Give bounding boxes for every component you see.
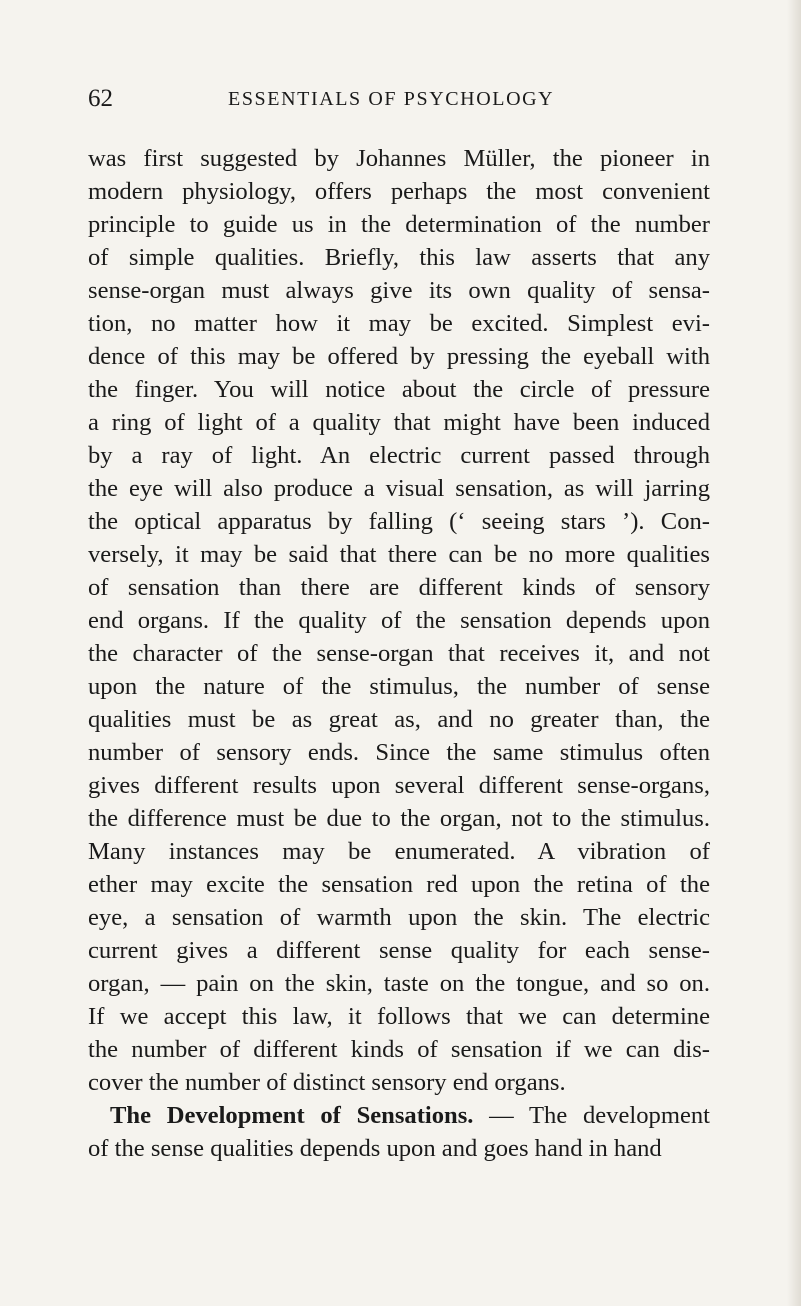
text-line: the finger. You will notice about the circle of pressure <box>88 376 710 403</box>
text-line: ether may excite the sensation red upon the retina of the <box>88 871 710 898</box>
section-line-text: — The development <box>473 1102 710 1129</box>
text-line: modern physiology, offers perhaps the most convenient <box>88 178 710 205</box>
text-line: current gives a different sense quality for each sense- <box>88 937 710 964</box>
text-line: organ, — pain on the skin, taste on the tongue, and so on. <box>88 970 710 997</box>
text-line: by a ray of light. An electric current passed through <box>88 442 710 469</box>
page-edge-shadow <box>787 0 801 1306</box>
text-line: end organs. If the quality of the sensation depends upon <box>88 607 710 634</box>
text-line: eye, a sensation of warmth upon the skin. The electric <box>88 904 710 931</box>
text-line: dence of this may be offered by pressing the eyeball with <box>88 343 710 370</box>
page-header <box>88 84 708 114</box>
text-line: a ring of light of a quality that might have been induced <box>88 409 710 436</box>
text-line: the number of different kinds of sensation if we can dis- <box>88 1036 710 1063</box>
text-line: sense-organ must always give its own quality of sensa- <box>88 277 710 304</box>
text-line: tion, no matter how it may be excited. Simplest evi- <box>88 310 710 337</box>
section-line <box>88 1099 710 1132</box>
paragraph <box>88 142 710 1099</box>
text-line: the difference must be due to the organ, not to the stimulus. <box>88 805 710 832</box>
text-line: Many instances may be enumerated. A vibration of <box>88 838 710 865</box>
text-line: qualities must be as great as, and no greater than, the <box>88 706 710 733</box>
page-number: 62 <box>88 85 113 112</box>
text-line: number of sensory ends. Since the same stimulus often <box>88 739 710 766</box>
text-line: the eye will also produce a visual sensation, as will jarring <box>88 475 710 502</box>
running-head: ESSENTIALS OF PSYCHOLOGY <box>228 88 555 110</box>
text-line: gives different results upon several different sense-organs, <box>88 772 710 799</box>
text-line: was first suggested by Johannes Müller, the pioneer in <box>88 145 710 172</box>
text-line: of sensation than there are different kinds of sensory <box>88 574 710 601</box>
text-line: of the sense qualities depends upon and goes hand in hand <box>88 1135 662 1162</box>
body-text <box>88 142 710 1165</box>
text-line: the character of the sense-organ that receives it, and not <box>88 640 710 667</box>
text-line: the optical apparatus by falling (‘ seeing stars ’). Con- <box>88 508 710 535</box>
text-line: principle to guide us in the determination of the number <box>88 211 710 238</box>
text-line: If we accept this law, it follows that we can determine <box>88 1003 710 1030</box>
text-line: versely, it may be said that there can be no more qualities <box>88 541 710 568</box>
text-line: upon the nature of the stimulus, the number of sense <box>88 673 710 700</box>
text-line: cover the number of distinct sensory end organs. <box>88 1069 566 1096</box>
text-line: of simple qualities. Briefly, this law asserts that any <box>88 244 710 271</box>
section-heading: The Development of Sensations. <box>110 1102 474 1129</box>
